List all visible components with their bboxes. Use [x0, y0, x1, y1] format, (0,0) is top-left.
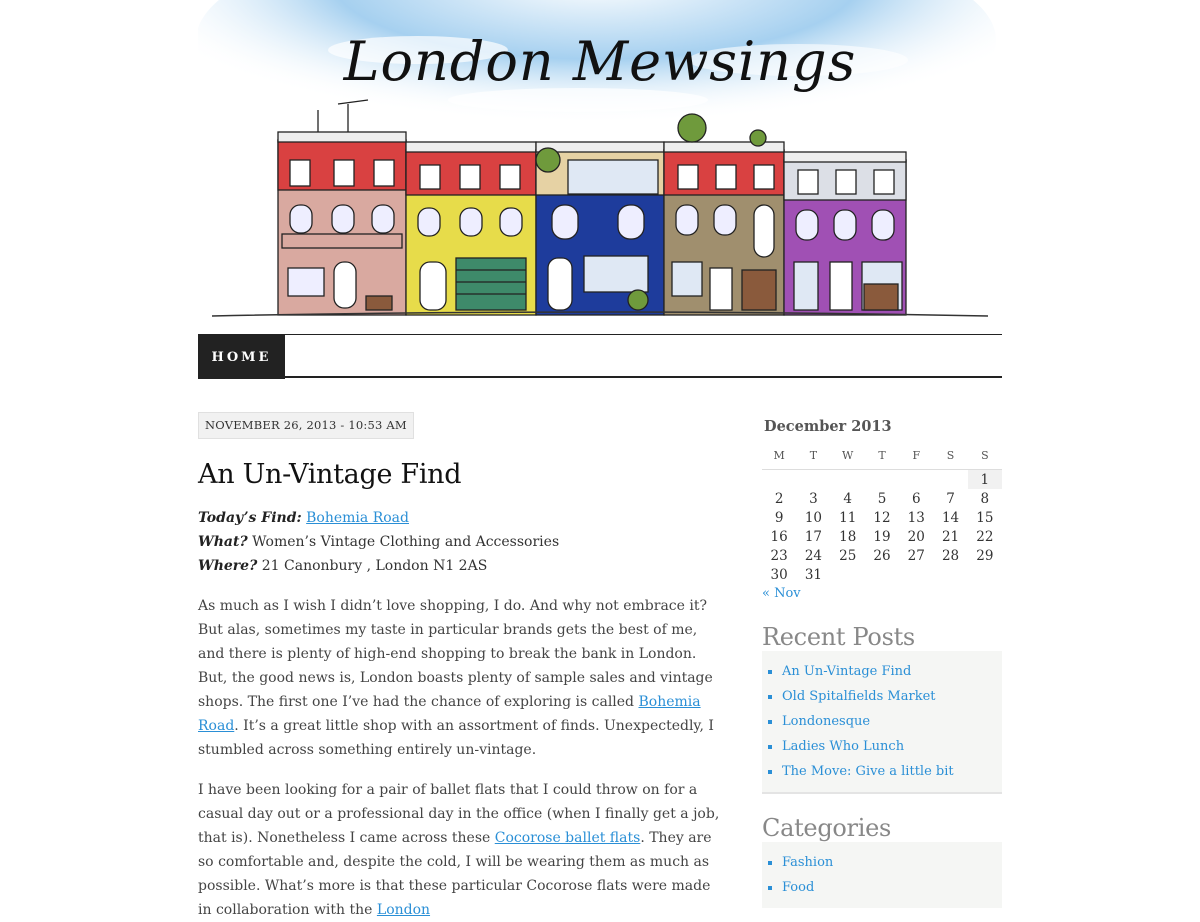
weekday-header: T	[878, 448, 886, 462]
calendar-day: 19	[873, 528, 891, 545]
calendar-day: 25	[839, 547, 857, 564]
calendar-day: 4	[843, 490, 852, 507]
calendar-day	[899, 565, 933, 584]
weekday-header: W	[842, 448, 854, 462]
fact-value: 21 Canonbury , London N1 2AS	[257, 558, 488, 574]
calendar-day: 30	[770, 566, 788, 583]
calendar-day: 7	[946, 490, 955, 507]
calendar-day: 3	[809, 490, 818, 507]
category-item	[782, 875, 1002, 900]
fact-label: Today’s Find:	[198, 510, 302, 526]
calendar-day: 15	[976, 509, 994, 526]
calendar-table	[762, 441, 1002, 584]
paragraph-text: . They are so comfortable and, despite the cold, I will be wearing them as much as possible. What’s more is that these particular Cocorose flats were made in collaboration with the	[198, 830, 712, 918]
paragraph-text: I have been looking for a pair of ballet flats that I could throw on for a casual day out or a professional day in the office (when I finally get a job, that is). Nonetheless I came across these	[198, 782, 720, 846]
recent-post-item	[782, 759, 1002, 784]
category-link[interactable]: Fashion	[782, 855, 834, 870]
house-illustration	[278, 100, 406, 315]
post-fact-row	[198, 506, 726, 530]
weekday-header: F	[912, 448, 921, 462]
calendar-day: 24	[804, 547, 823, 564]
weekday-header: S	[946, 448, 955, 462]
sidebar	[762, 418, 1002, 908]
calendar-nav	[762, 586, 1002, 601]
post-fact-row	[198, 530, 726, 554]
calendar-day: 29	[976, 547, 994, 564]
calendar-day: 28	[941, 547, 960, 564]
house-illustration	[406, 142, 536, 315]
post-article	[198, 412, 726, 922]
recent-posts-title: Recent Posts	[762, 623, 915, 651]
recent-post-item	[782, 684, 1002, 709]
calendar-day: 31	[804, 566, 823, 583]
post-date[interactable]: NOVEMBER 26, 2013 - 10:53 AM	[198, 412, 414, 439]
bohemia-road-link[interactable]: Bohemia Road	[306, 510, 409, 526]
calendar-day: 18	[839, 528, 857, 545]
calendar-day: 21	[941, 528, 960, 545]
calendar-caption: December 2013	[764, 418, 892, 435]
post-paragraph	[198, 594, 726, 762]
calendar-day: 22	[976, 528, 994, 545]
calendar-day	[831, 565, 865, 584]
recent-post-link[interactable]: Old Spitalfields Market	[782, 689, 936, 704]
calendar-day: 10	[804, 509, 823, 526]
fact-label: Where?	[198, 558, 258, 574]
house-illustration	[784, 152, 906, 315]
cocorose-link[interactable]: Cocorose ballet flats	[494, 830, 641, 846]
calendar-day	[762, 470, 796, 490]
fact-label: What?	[198, 534, 248, 550]
post-paragraph	[198, 778, 726, 922]
recent-post-link[interactable]: Londonesque	[782, 714, 871, 729]
recent-post-item	[782, 734, 1002, 759]
categories-list	[762, 850, 1002, 900]
recent-post-item	[782, 659, 1002, 684]
calendar-day: 23	[770, 547, 788, 564]
calendar-day: 20	[907, 528, 925, 545]
calendar-day: 27	[907, 547, 925, 564]
calendar-day	[899, 470, 933, 490]
calendar-day	[933, 565, 967, 584]
paragraph-text: . It’s a great little shop with an assortment of finds. Unexpectedly, I stumbled across something entirely un-vintage.	[198, 718, 714, 758]
bohemia-road-link[interactable]: Bohemia Road	[198, 694, 701, 734]
main-nav	[198, 334, 1002, 378]
nav-home-link[interactable]: HOME	[198, 335, 285, 379]
calendar-day: 13	[907, 509, 925, 526]
recent-post-item	[782, 709, 1002, 734]
calendar-day: 12	[873, 509, 891, 526]
house-illustration	[536, 142, 664, 315]
site-title[interactable]: London Mewsings	[343, 30, 857, 93]
category-item	[782, 850, 1002, 875]
categories-title: Categories	[762, 814, 892, 842]
calendar-day	[796, 470, 830, 490]
calendar-day: 11	[839, 509, 857, 526]
london-link[interactable]: London	[376, 902, 431, 918]
post-fact-row	[198, 554, 726, 578]
post-title[interactable]: An Un-Vintage Find	[198, 459, 462, 490]
calendar-day: 16	[770, 528, 788, 545]
recent-post-link[interactable]: Ladies Who Lunch	[782, 739, 905, 754]
calendar-day: 6	[911, 490, 921, 507]
categories-widget	[762, 842, 1002, 908]
weekday-header: S	[981, 448, 989, 462]
calendar-day: 14	[941, 509, 960, 526]
calendar-day	[831, 470, 865, 490]
site-header	[198, 0, 1002, 330]
calendar-prev-link[interactable]: « Nov	[762, 586, 801, 601]
recent-post-link[interactable]: The Move: Give a little bit	[782, 764, 954, 779]
calendar-day	[865, 565, 899, 584]
paragraph-text: As much as I wish I didn’t love shopping, I do. And why not embrace it? But alas, sometimes my taste in particular brands gets the best of me, and there is plenty of high-end shopping to break the bank in London. But, the good news is, London boasts plenty of sample sales and vintage shops. The first one I’ve had the chance of exploring is called	[198, 598, 713, 710]
calendar-day-today: 1	[968, 470, 1002, 490]
calendar-day: 26	[873, 547, 891, 564]
calendar-day: 8	[980, 490, 990, 507]
weekday-header: T	[809, 448, 818, 462]
fact-value: Women’s Vintage Clothing and Accessories	[247, 534, 560, 550]
calendar-day: 2	[774, 490, 784, 507]
calendar-day	[968, 565, 1002, 584]
calendar-day	[933, 470, 967, 490]
recent-posts-list	[762, 659, 1002, 784]
recent-posts-widget	[762, 651, 1002, 794]
calendar-day: 17	[804, 528, 823, 545]
calendar-day: 9	[774, 509, 784, 526]
recent-post-link[interactable]: An Un-Vintage Find	[782, 664, 912, 679]
calendar-day	[865, 470, 899, 490]
category-link[interactable]: Food	[782, 880, 815, 895]
house-illustration	[664, 114, 784, 315]
weekday-header: M	[773, 448, 785, 462]
calendar-day: 5	[877, 490, 887, 507]
